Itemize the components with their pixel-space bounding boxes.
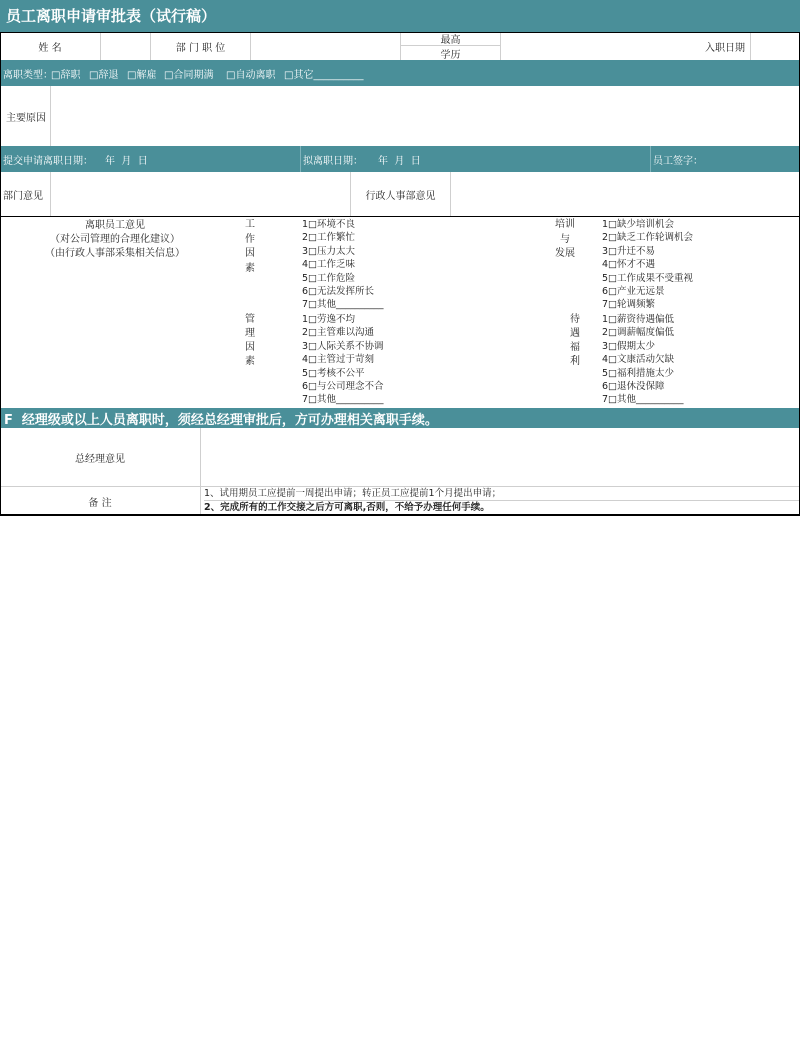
work-item-2[interactable]: 2□工作繁忙 <box>302 232 356 244</box>
mgmt-char-2: 理 <box>245 328 255 339</box>
opinion-line-3: （由行政人事部采集相关信息） <box>45 248 185 259</box>
gm-opinion-field[interactable] <box>200 428 800 486</box>
dept-position-field[interactable] <box>250 32 400 60</box>
option-self-leave[interactable]: □自动离职 <box>226 69 276 81</box>
work-char-3: 因 <box>245 248 255 259</box>
benefit-factor-list <box>602 313 684 407</box>
name-label: 姓 名 <box>38 42 62 54</box>
employee-opinion-block <box>0 216 800 408</box>
education-label-top: 最高 <box>400 32 500 46</box>
border-opinion-top <box>0 216 800 217</box>
benefit-char-3: 福 <box>570 342 580 353</box>
work-item-5[interactable]: 5□工作危险 <box>302 272 356 284</box>
planned-date-label: 拟离职日期： <box>303 155 363 167</box>
work-item-3[interactable]: 3□压力太大 <box>302 245 356 257</box>
training-item-5[interactable]: 5□工作成果不受重视 <box>602 272 694 284</box>
remark-line-1: 1、试用期员工应提前一周提出申请；转正员工应提前1个月提出申请； <box>204 487 800 501</box>
date-divider-1 <box>300 146 301 172</box>
training-char-1: 培训 <box>555 219 575 230</box>
training-factor-list <box>602 218 693 312</box>
benefit-item-1[interactable]: 1□薪资待遇偏低 <box>602 314 675 325</box>
mgmt-factor-list <box>302 313 384 407</box>
notice-bar <box>0 408 800 428</box>
benefit-char-1: 待 <box>570 314 580 325</box>
work-char-2: 作 <box>245 233 255 245</box>
benefit-item-2[interactable]: 2□调薪幅度偏低 <box>602 327 675 339</box>
main-reason-label: 主要原因 <box>6 112 46 124</box>
benefit-item-3[interactable]: 3□假期太少 <box>602 340 656 352</box>
employee-signature-label: 员工签字： <box>653 155 703 167</box>
remarks-row <box>0 486 800 514</box>
entry-date-label: 入职日期 <box>705 42 745 54</box>
form-title-bar <box>0 0 800 32</box>
info-row <box>0 32 800 60</box>
opinion-title <box>0 219 230 261</box>
mgmt-item-5[interactable]: 5□考核不公平 <box>302 367 365 379</box>
admin-opinion-label: 行政人事部意见 <box>350 172 450 216</box>
name-field[interactable] <box>100 32 150 60</box>
work-item-4[interactable]: 4□工作乏味 <box>302 259 356 271</box>
benefit-item-6[interactable]: 6□退休没保障 <box>602 380 665 392</box>
option-other[interactable]: □其它__________ <box>284 69 364 81</box>
benefit-item-4[interactable]: 4□文康活动欠缺 <box>602 354 675 366</box>
remarks-content <box>200 487 800 515</box>
education-field[interactable] <box>500 32 700 60</box>
notice-text: F 经理级或以上人员离职时，须经总经理审批后，方可办理相关离职手续。 <box>4 412 438 428</box>
mgmt-char-1: 管 <box>245 314 255 325</box>
opinion-line-1: 离职员工意见 <box>85 220 145 231</box>
date-row <box>0 146 800 172</box>
benefit-item-7[interactable]: 7□其他__________ <box>602 394 684 406</box>
form-title: 员工离职申请审批表（试行稿） <box>6 7 217 25</box>
benefit-char-4: 利 <box>570 356 580 367</box>
border-bottom <box>0 514 800 516</box>
training-item-7[interactable]: 7□轮调频繁 <box>602 299 656 311</box>
resignation-type-label: 离职类型： <box>3 69 53 81</box>
benefit-char-2: 遇 <box>570 328 580 339</box>
benefit-factor-label <box>565 313 585 369</box>
mgmt-item-3[interactable]: 3□人际关系不协调 <box>302 340 384 352</box>
mgmt-char-3: 因 <box>245 342 255 353</box>
work-item-6[interactable]: 6□无法发挥所长 <box>302 285 375 297</box>
mgmt-item-7[interactable]: 7□其他__________ <box>302 394 384 406</box>
opinion-row <box>0 172 800 216</box>
admin-opinion-field[interactable] <box>450 172 800 216</box>
border-top <box>0 32 800 33</box>
training-item-6[interactable]: 6□产业无远景 <box>602 285 665 297</box>
main-reason-field[interactable] <box>50 86 800 146</box>
dept-opinion-field[interactable] <box>50 172 350 216</box>
training-item-3[interactable]: 3□升迁不易 <box>602 245 656 257</box>
date-divider-2 <box>650 146 651 172</box>
gm-opinion-label: 总经理意见 <box>75 453 125 465</box>
mgmt-item-4[interactable]: 4□主管过于苛刻 <box>302 354 375 366</box>
planned-date-value[interactable]: 年 月 日 <box>378 155 421 167</box>
dept-position-label: 部 门 职 位 <box>150 32 250 60</box>
training-char-2: 与 <box>560 233 570 245</box>
training-char-3: 发展 <box>555 248 575 259</box>
opinion-line-2: （对公司管理的合理化建议） <box>50 234 180 245</box>
submit-date-value[interactable]: 年 月 日 <box>105 155 148 167</box>
mgmt-item-6[interactable]: 6□与公司理念不合 <box>302 380 384 392</box>
work-factor-label <box>240 218 260 276</box>
mgmt-factor-label <box>240 313 260 369</box>
option-contract-expired[interactable]: □合同期满 <box>164 69 214 81</box>
remark-line-2: 2、完成所有的工作交接之后方可离职,否则，不给予办理任何手续。 <box>204 502 490 513</box>
submit-date-label: 提交申请离职日期： <box>3 155 93 167</box>
work-char-4: 素 <box>245 262 255 274</box>
mgmt-char-4: 素 <box>245 356 255 367</box>
option-fired[interactable]: □解雇 <box>127 69 157 81</box>
remarks-label: 备 注 <box>88 497 112 509</box>
training-item-1[interactable]: 1□缺少培训机会 <box>602 219 675 230</box>
gm-opinion-row <box>0 428 800 486</box>
work-item-7[interactable]: 7□其他__________ <box>302 299 384 311</box>
education-label-bottom: 学历 <box>400 46 500 60</box>
work-char-1: 工 <box>245 219 255 230</box>
work-item-1[interactable]: 1□环境不良 <box>302 219 356 230</box>
training-item-2[interactable]: 2□缺乏工作轮调机会 <box>602 232 694 244</box>
main-reason-row <box>0 86 800 146</box>
option-dismissed[interactable]: □辞退 <box>89 69 119 81</box>
work-factor-list <box>302 218 384 312</box>
entry-date-field[interactable] <box>750 32 800 60</box>
benefit-item-5[interactable]: 5□福利措施太少 <box>602 367 675 379</box>
mgmt-item-2[interactable]: 2□主管难以沟通 <box>302 327 375 339</box>
option-resign[interactable]: □辞职 <box>51 69 81 81</box>
border-left <box>0 32 1 515</box>
resignation-type-row <box>0 60 800 86</box>
training-item-4[interactable]: 4□怀才不遇 <box>602 259 656 271</box>
training-factor-label <box>545 218 585 262</box>
dept-opinion-label: 部门意见 <box>3 190 43 202</box>
mgmt-item-1[interactable]: 1□劳逸不均 <box>302 314 356 325</box>
